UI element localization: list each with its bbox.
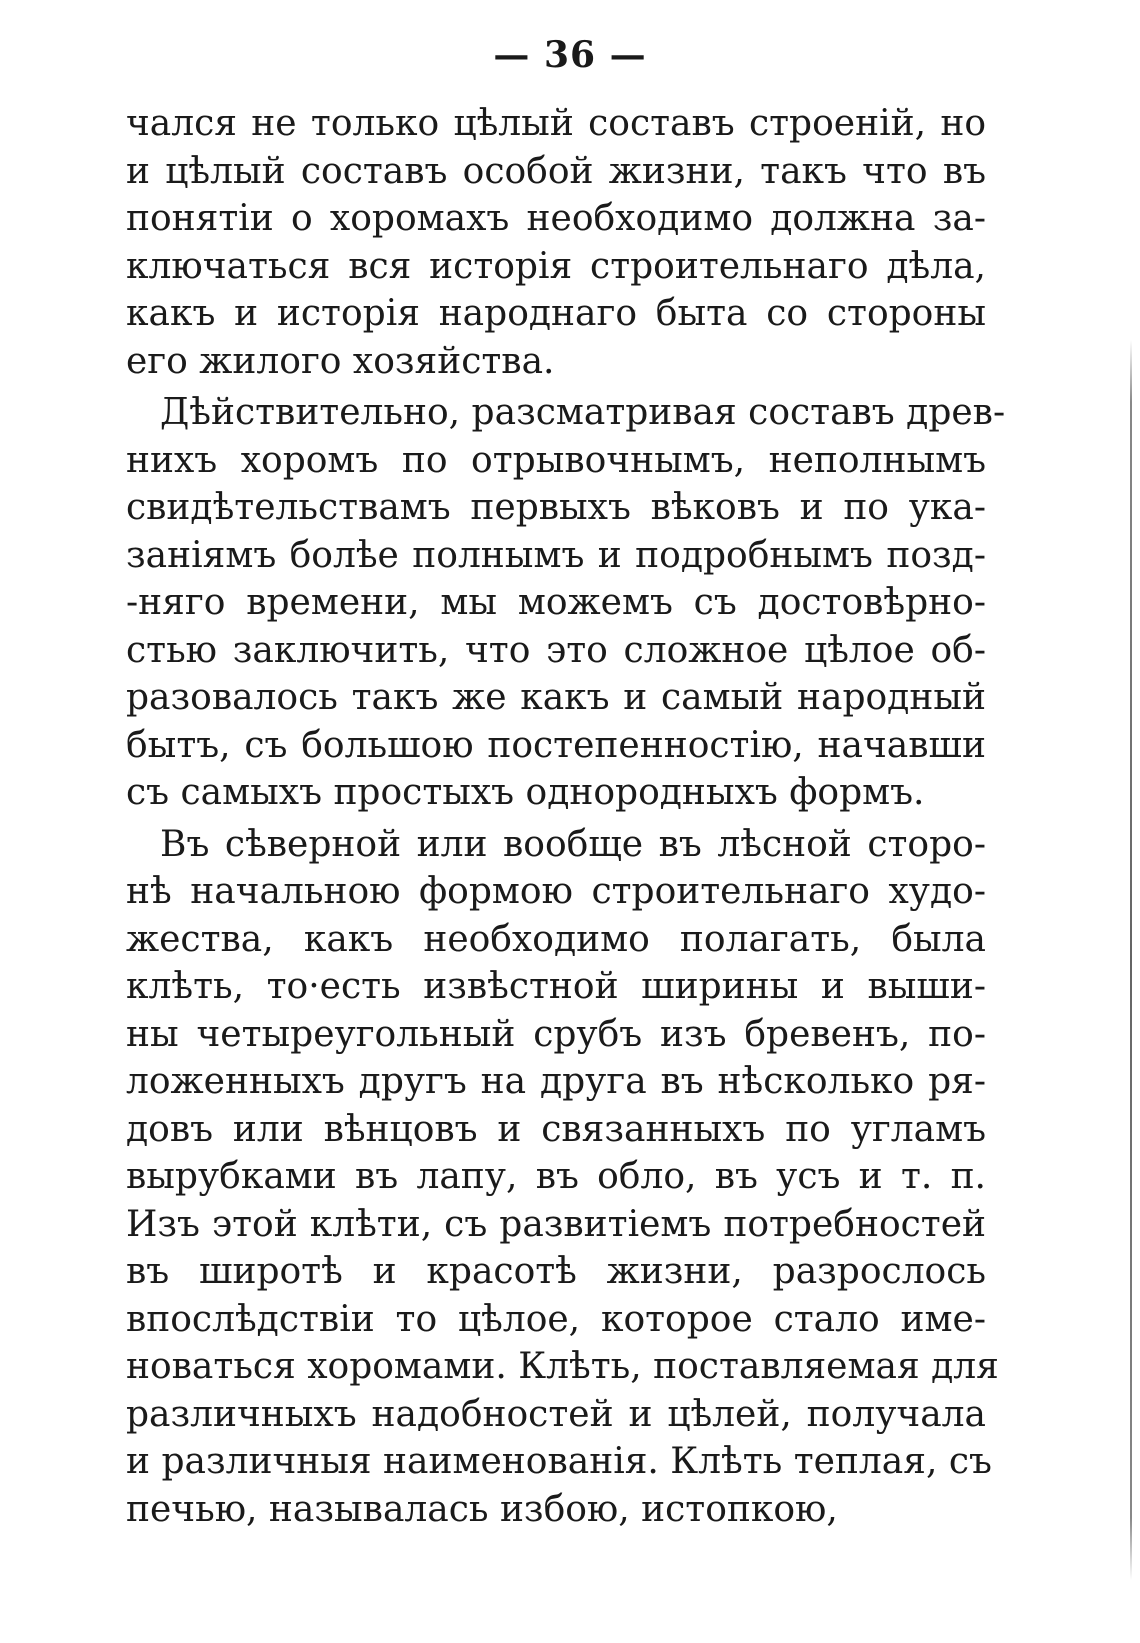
text-line: и различныя наименованiя. Клѣть теплая, съ: [126, 1441, 992, 1482]
body-text: [126, 100, 1006, 1533]
text-line: вырубками въ лапу, въ обло, въ усъ и т. п.: [126, 1156, 986, 1197]
text-line: чался не только цѣлый составъ строенiй, но: [126, 103, 986, 144]
text-line: -няго времени, мы можемъ съ достовѣрно-: [126, 582, 986, 623]
text-line: Дѣйствительно, разсматривая составъ древ-: [160, 392, 1006, 433]
text-line: разовалось такъ же какъ и самый народный: [126, 677, 986, 718]
text-line: новаться хоромами. Клѣть, поставляемая для: [126, 1346, 999, 1387]
page-number: — 36 —: [493, 34, 647, 76]
text-line: и цѣлый составъ особой жизни, такъ что въ: [126, 150, 986, 192]
text-line: въ широтѣ и красотѣ жизни, разрослось: [126, 1251, 986, 1292]
text-line: свидѣтельствамъ первыхъ вѣковъ и по ука-: [126, 487, 986, 528]
text-line: стью заключить, что это сложное цѣлое об-: [126, 629, 986, 671]
text-line: ны четыреугольный срубъ изъ бревенъ, по-: [126, 1013, 986, 1055]
text-line: съ самыхъ простыхъ однородныхъ формъ.: [126, 772, 925, 813]
text-line: Въ сѣверной или вообще въ лѣсной сторо-: [160, 823, 986, 865]
text-line: ключаться вся исторiя строительнаго дѣла,: [126, 245, 986, 287]
text-line: жества, какъ необходимо полагать, была: [126, 918, 986, 960]
text-line: его жилого хозяйства.: [126, 340, 555, 382]
paragraph: [126, 821, 999, 1534]
text-line: довъ или вѣнцовъ и связанныхъ по угламъ: [126, 1108, 986, 1150]
text-line: ложенныхъ другъ на друга въ нѣсколько ря-: [126, 1061, 986, 1102]
text-line: клѣть, то·есть извѣстной ширины и выши-: [126, 966, 986, 1007]
text-line: занiямъ болѣе полнымъ и подробнымъ позд-: [126, 534, 986, 576]
text-line: понятiи о хоромахъ необходимо должна за-: [126, 198, 986, 239]
text-line: какъ и исторiя народнаго быта со стороны: [126, 293, 986, 334]
text-line: различныхъ надобностей и цѣлей, получала: [126, 1393, 986, 1435]
text-line: бытъ, съ большою постепенностiю, начавши: [126, 724, 986, 766]
text-line: нѣ начальною формою строительнаго худо-: [126, 871, 986, 912]
text-line: нихъ хоромъ по отрывочнымъ, неполнымъ: [126, 439, 986, 481]
scan-edge-shadow: [1130, 340, 1132, 1580]
text-line: Изъ этой клѣти, съ развитiемъ потребностей: [126, 1203, 986, 1245]
text-line: печью, называлась избою, истопкою,: [126, 1488, 838, 1530]
text-line: впослѣдствiи то цѣлое, которое стало име-: [126, 1298, 986, 1340]
paragraph: [126, 100, 986, 385]
paragraph: [126, 389, 1006, 817]
